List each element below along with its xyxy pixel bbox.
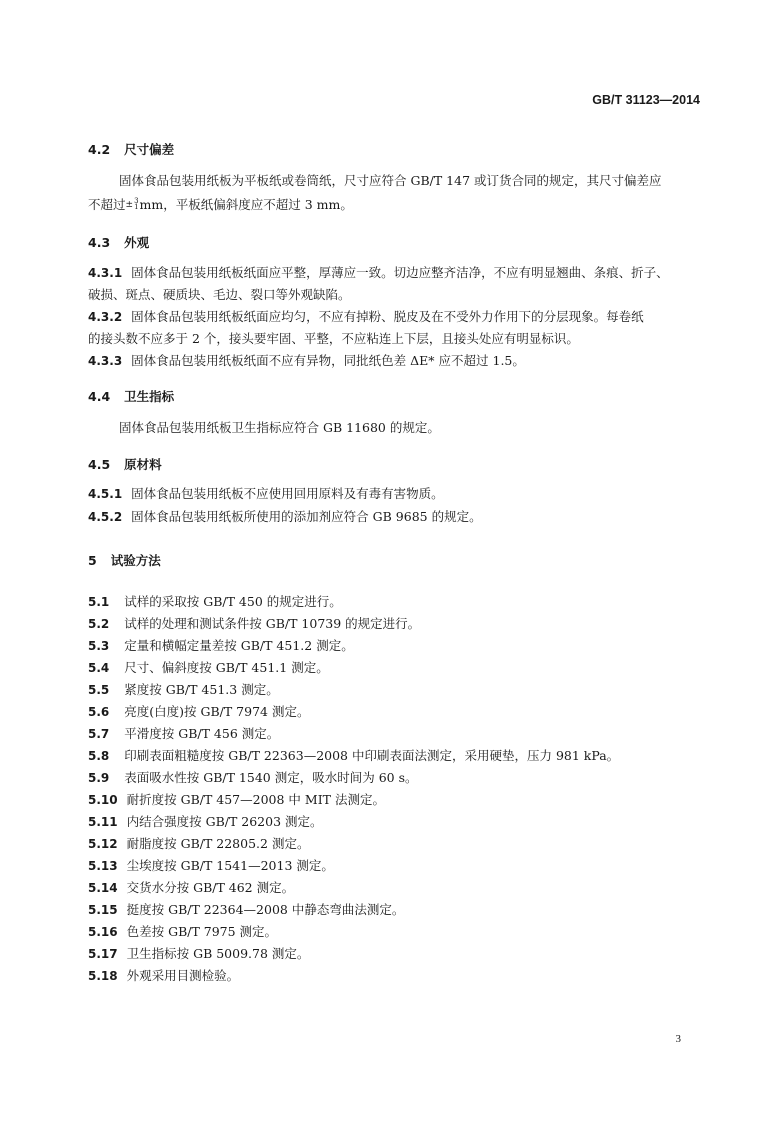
item-number: 4.3.1 bbox=[88, 266, 123, 280]
section-title: 原材料 bbox=[124, 457, 162, 472]
item-number: 5.17 bbox=[88, 947, 118, 961]
section-number: 4.3 bbox=[88, 235, 111, 250]
item-number: 4.3.2 bbox=[88, 310, 123, 324]
item-number: 5.5 bbox=[88, 683, 110, 697]
section-title: 试验方法 bbox=[110, 553, 161, 568]
item-number: 5.3 bbox=[88, 639, 110, 653]
item-number: 4.5.1 bbox=[88, 487, 123, 501]
item-number: 5.12 bbox=[88, 837, 118, 851]
tolerance bbox=[134, 198, 138, 210]
item-text: 试样的处理和测试条件按 GB/T 10739 的规定进行。 bbox=[124, 616, 421, 631]
item-text: 破损、斑点、硬质块、毛边、裂口等外观缺陷。 bbox=[88, 287, 351, 302]
item-4-3-1 bbox=[88, 262, 708, 306]
item-4-5-1 bbox=[88, 483, 444, 505]
item-4-5-2 bbox=[88, 506, 482, 528]
list-item bbox=[88, 811, 619, 833]
item-text: 耐脂度按 GB/T 22805.2 测定。 bbox=[126, 836, 310, 851]
item-number: 5.4 bbox=[88, 661, 110, 675]
list-item bbox=[88, 613, 619, 635]
item-text: 外观采用目测检验。 bbox=[126, 968, 240, 983]
heading-5 bbox=[88, 551, 161, 569]
tolerance-sign: ± bbox=[125, 200, 134, 210]
item-text: 挺度按 GB/T 22364—2008 中静态弯曲法测定。 bbox=[126, 902, 405, 917]
item-number: 5.6 bbox=[88, 705, 110, 719]
item-4-3-2 bbox=[88, 306, 708, 350]
item-number: 4.5.2 bbox=[88, 510, 123, 524]
item-text: 表面吸水性按 GB/T 1540 测定，吸水时间为 60 s。 bbox=[124, 770, 418, 785]
item-text: 平滑度按 GB/T 456 测定。 bbox=[124, 726, 280, 741]
list-item bbox=[88, 723, 619, 745]
item-text: 固体食品包装用纸板纸面不应有异物，同批纸色差 ΔE* 应不超过 1.5。 bbox=[131, 353, 525, 368]
item-number: 5.10 bbox=[88, 793, 118, 807]
heading-4-5 bbox=[88, 455, 162, 473]
heading-4-3 bbox=[88, 233, 149, 251]
heading-4-2 bbox=[88, 140, 174, 158]
item-number: 5.14 bbox=[88, 881, 118, 895]
item-text: 固体食品包装用纸板纸面应均匀，不应有掉粉、脱皮及在不受外力作用下的分层现象。每卷纸 bbox=[131, 309, 644, 324]
item-text: 尺寸、偏斜度按 GB/T 451.1 测定。 bbox=[124, 660, 329, 675]
item-number: 5.15 bbox=[88, 903, 118, 917]
item-text: 固体食品包装用纸板纸面应平整，厚薄应一致。切边应整齐洁净，不应有明显翘曲、条痕、折子、 bbox=[131, 265, 669, 280]
section-title: 卫生指标 bbox=[124, 389, 175, 404]
list-item bbox=[88, 899, 619, 921]
section-number: 4.5 bbox=[88, 457, 111, 472]
section-number: 5 bbox=[88, 553, 97, 568]
item-text: 内结合强度按 GB/T 26203 测定。 bbox=[126, 814, 323, 829]
item-text: 固体食品包装用纸板所使用的添加剂应符合 GB 9685 的规定。 bbox=[131, 509, 482, 524]
item-text: 定量和横幅定量差按 GB/T 451.2 测定。 bbox=[124, 638, 354, 653]
item-4-3-3 bbox=[88, 350, 708, 372]
standard-code: GB/T 31123—2014 bbox=[592, 93, 700, 107]
item-text: 色差按 GB/T 7975 测定。 bbox=[126, 924, 278, 939]
list-item bbox=[88, 767, 619, 789]
list-item bbox=[88, 877, 619, 899]
list-item bbox=[88, 855, 619, 877]
item-text: 试样的采取按 GB/T 450 的规定进行。 bbox=[124, 594, 342, 609]
item-number: 5.11 bbox=[88, 815, 118, 829]
list-item bbox=[88, 635, 619, 657]
item-text: 卫生指标按 GB 5009.78 测定。 bbox=[126, 946, 310, 961]
section-title: 尺寸偏差 bbox=[124, 142, 175, 157]
section-number: 4.4 bbox=[88, 389, 111, 404]
item-text: 耐折度按 GB/T 457—2008 中 MIT 法测定。 bbox=[126, 792, 385, 807]
text-run: mm，平板纸偏斜度应不超过 3 mm。 bbox=[139, 197, 353, 212]
paragraph-line bbox=[88, 194, 700, 216]
list-item bbox=[88, 965, 619, 987]
item-number: 5.2 bbox=[88, 617, 110, 631]
item-number: 5.18 bbox=[88, 969, 118, 983]
item-text: 亮度(白度)按 GB/T 7974 测定。 bbox=[124, 704, 310, 719]
list-item bbox=[88, 745, 619, 767]
list-item bbox=[88, 943, 619, 965]
paragraph-4-2 bbox=[88, 170, 700, 216]
list-item bbox=[88, 657, 619, 679]
item-text: 尘埃度按 GB/T 1541—2013 测定。 bbox=[126, 858, 334, 873]
tolerance-lower: 1 bbox=[134, 202, 139, 211]
list-item bbox=[88, 921, 619, 943]
item-text: 紧度按 GB/T 451.3 测定。 bbox=[124, 682, 279, 697]
item-number: 5.16 bbox=[88, 925, 118, 939]
heading-4-4 bbox=[88, 387, 174, 405]
test-methods-list bbox=[88, 591, 619, 987]
tolerance-upper: 3 bbox=[134, 196, 139, 205]
item-text: 的接头数不应多于 2 个，接头要牢固、平整，不应粘连上下层，且接头处应有明显标识。 bbox=[88, 331, 579, 346]
list-item bbox=[88, 679, 619, 701]
item-number: 5.9 bbox=[88, 771, 110, 785]
item-number: 4.3.3 bbox=[88, 354, 123, 368]
item-text: 交货水分按 GB/T 462 测定。 bbox=[126, 880, 295, 895]
text-run: 不超过 bbox=[88, 197, 126, 212]
page-number: 3 bbox=[675, 1033, 681, 1045]
item-number: 5.8 bbox=[88, 749, 110, 763]
paragraph-4-4: 固体食品包装用纸板卫生指标应符合 GB 11680 的规定。 bbox=[119, 420, 440, 435]
item-number: 5.1 bbox=[88, 595, 110, 609]
item-number: 5.13 bbox=[88, 859, 118, 873]
list-item bbox=[88, 833, 619, 855]
section-title: 外观 bbox=[124, 235, 150, 250]
paragraph-line: 固体食品包装用纸板为平板纸或卷筒纸，尺寸应符合 GB/T 147 或订货合同的规定，其尺寸偏差应 bbox=[119, 173, 662, 188]
item-number: 5.7 bbox=[88, 727, 110, 741]
item-text: 印刷表面粗糙度按 GB/T 22363—2008 中印刷表面法测定，采用硬垫，压力 981 kPa。 bbox=[124, 748, 620, 763]
item-text: 固体食品包装用纸板不应使用回用原料及有毒有害物质。 bbox=[131, 486, 444, 501]
list-item bbox=[88, 591, 619, 613]
section-number: 4.2 bbox=[88, 142, 111, 157]
list-item bbox=[88, 789, 619, 811]
list-item bbox=[88, 701, 619, 723]
